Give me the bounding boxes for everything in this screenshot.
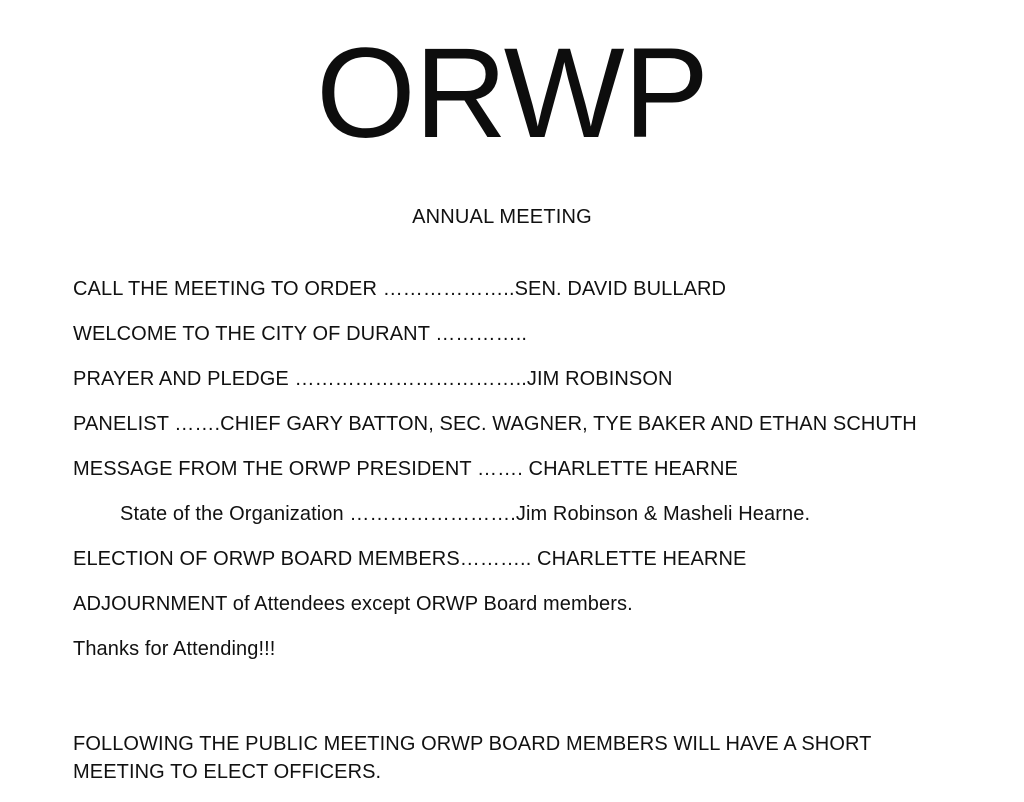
agenda-item-thanks: Thanks for Attending!!! — [73, 638, 276, 660]
agenda-item-state-of-organization: State of the Organization …………………….Jim Robinson & Masheli Hearne. — [120, 503, 811, 525]
footer-note-line-1: FOLLOWING THE PUBLIC MEETING ORWP BOARD MEMBERS WILL HAVE A SHORT — [73, 733, 872, 755]
agenda-item-president-message: MESSAGE FROM THE ORWP PRESIDENT ……. CHARLETTE HEARNE — [73, 458, 738, 480]
footer-note-line-2: MEETING TO ELECT OFFICERS. — [73, 761, 382, 783]
agenda-item-panelist: PANELIST …….CHIEF GARY BATTON, SEC. WAGNER, TYE BAKER AND ETHAN SCHUTH — [73, 413, 917, 435]
agenda-item-adjournment: ADJOURNMENT of Attendees except ORWP Board members. — [73, 593, 633, 615]
footer-note — [73, 730, 973, 786]
agenda-item-welcome: WELCOME TO THE CITY OF DURANT ………….. — [73, 323, 528, 345]
agenda-list — [73, 277, 1003, 682]
agenda-item-call-to-order: CALL THE MEETING TO ORDER ………………..SEN. DAVID BULLARD — [73, 278, 727, 300]
meeting-subtitle: ANNUAL MEETING — [412, 206, 592, 228]
agenda-item-prayer-pledge: PRAYER AND PLEDGE ……………………………..JIM ROBINSON — [73, 368, 673, 390]
page-title: ORWP — [316, 22, 708, 165]
agenda-item-election: ELECTION OF ORWP BOARD MEMBERS……….. CHARLETTE HEARNE — [73, 548, 747, 570]
